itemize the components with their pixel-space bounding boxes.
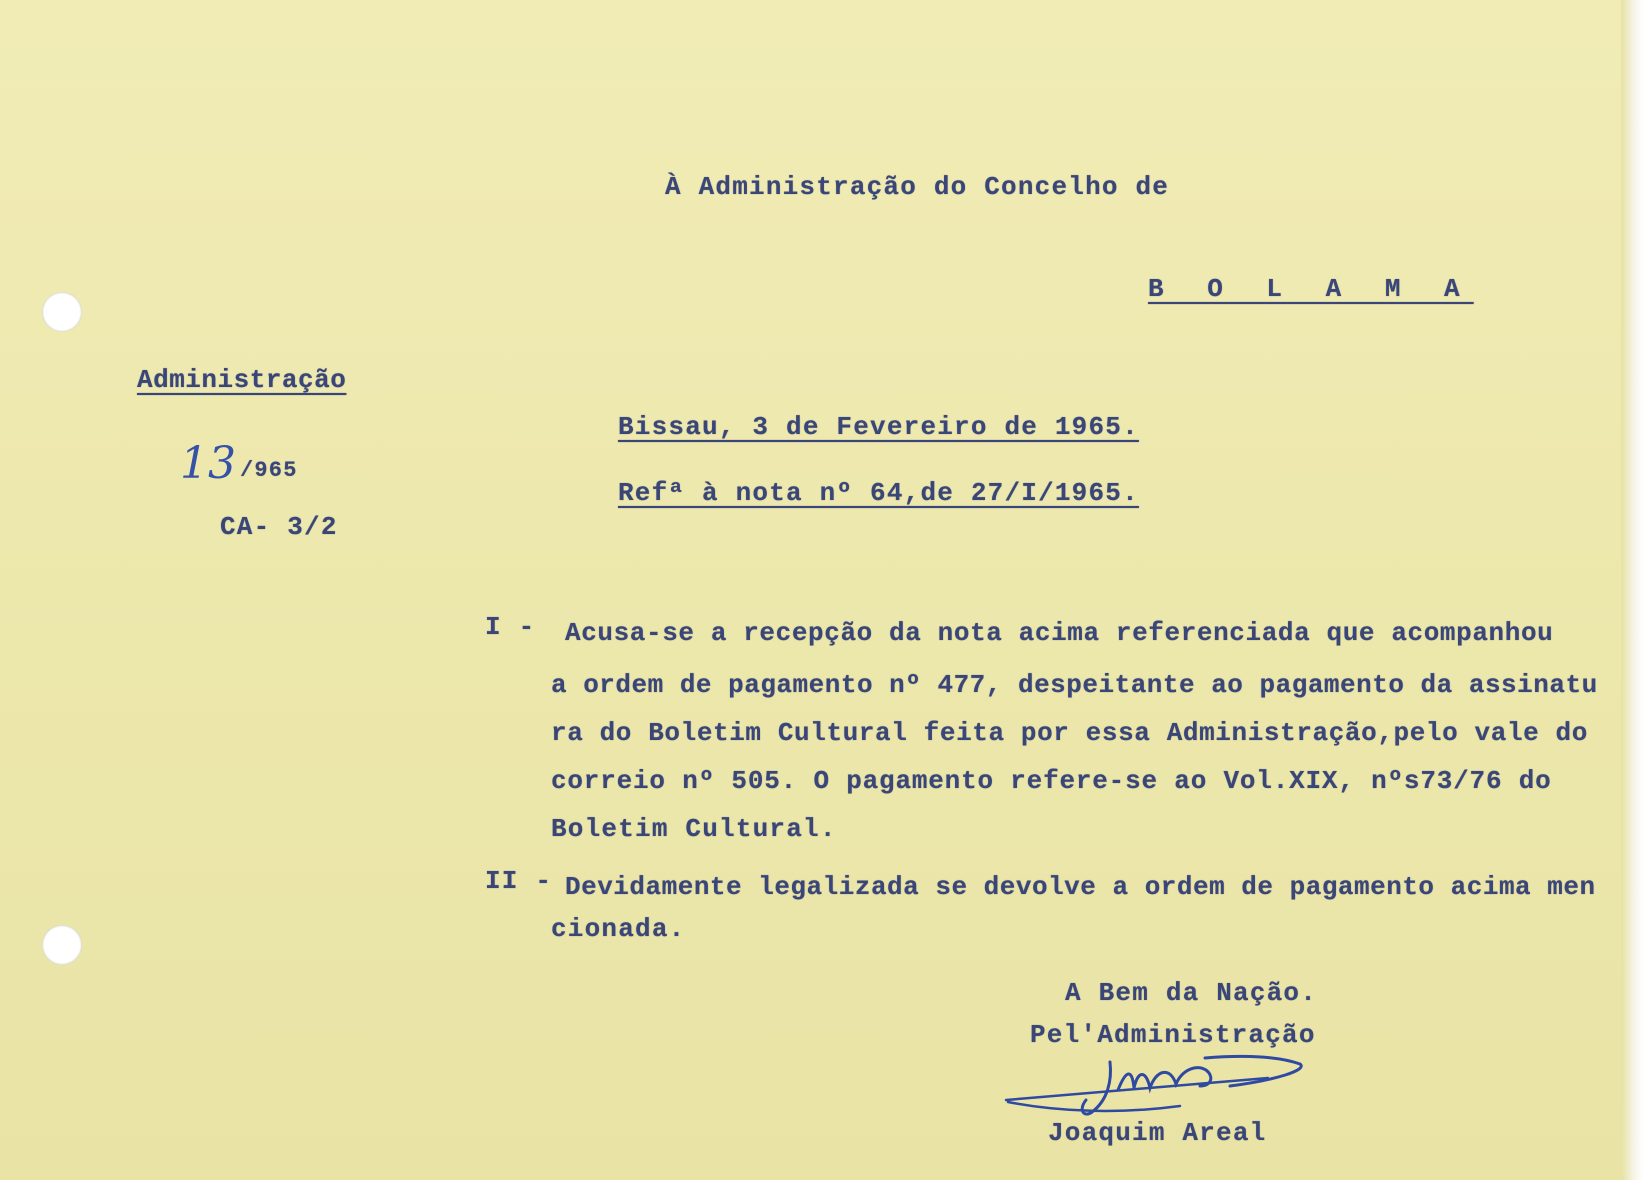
item1-line-1: Acusa-se a recepção da nota acima referenciada que acompanhou: [565, 618, 1554, 648]
item2-marker: II -: [485, 866, 553, 896]
punch-hole-bottom: [42, 925, 82, 965]
year-suffix: /965: [240, 458, 298, 483]
dateline: Bissau, 3 de Fevereiro de 1965.: [618, 412, 1139, 442]
item2-line-2: cionada.: [551, 914, 686, 944]
closing-salutation: A Bem da Nação.: [1065, 978, 1318, 1008]
office-label: Administração: [137, 365, 347, 395]
file-code: CA- 3/2: [220, 512, 338, 542]
signer-name: Joaquim Areal: [1048, 1118, 1267, 1148]
reference-line: Refª à nota nº 64,de 27/I/1965.: [618, 478, 1139, 508]
item1-line-4: correio nº 505. O pagamento refere-se ao Vol.XIX, nºs73/76 do: [551, 766, 1552, 796]
item2-line-1: Devidamente legalizada se devolve a ordem de pagamento acima men: [565, 872, 1596, 902]
handwritten-signature: [1000, 1040, 1330, 1130]
addressee-line: À Administração do Concelho de: [665, 172, 1170, 202]
handwritten-number: 13: [180, 438, 236, 489]
item1-marker: I -: [485, 612, 536, 642]
item1-line-3: ra do Boletim Cultural feita por essa Administração,pelo vale do: [551, 718, 1588, 748]
punch-hole-top: [42, 292, 82, 332]
on-behalf-line: Pel'Administração: [1030, 1020, 1316, 1050]
item1-line-5: Boletim Cultural.: [551, 814, 837, 844]
item1-line-2: a ordem de pagamento nº 477, despeitante ao pagamento da assinatu: [551, 670, 1598, 700]
addressee-town: B O L A M A: [1148, 274, 1474, 304]
paper-edge: [1621, 0, 1643, 1180]
